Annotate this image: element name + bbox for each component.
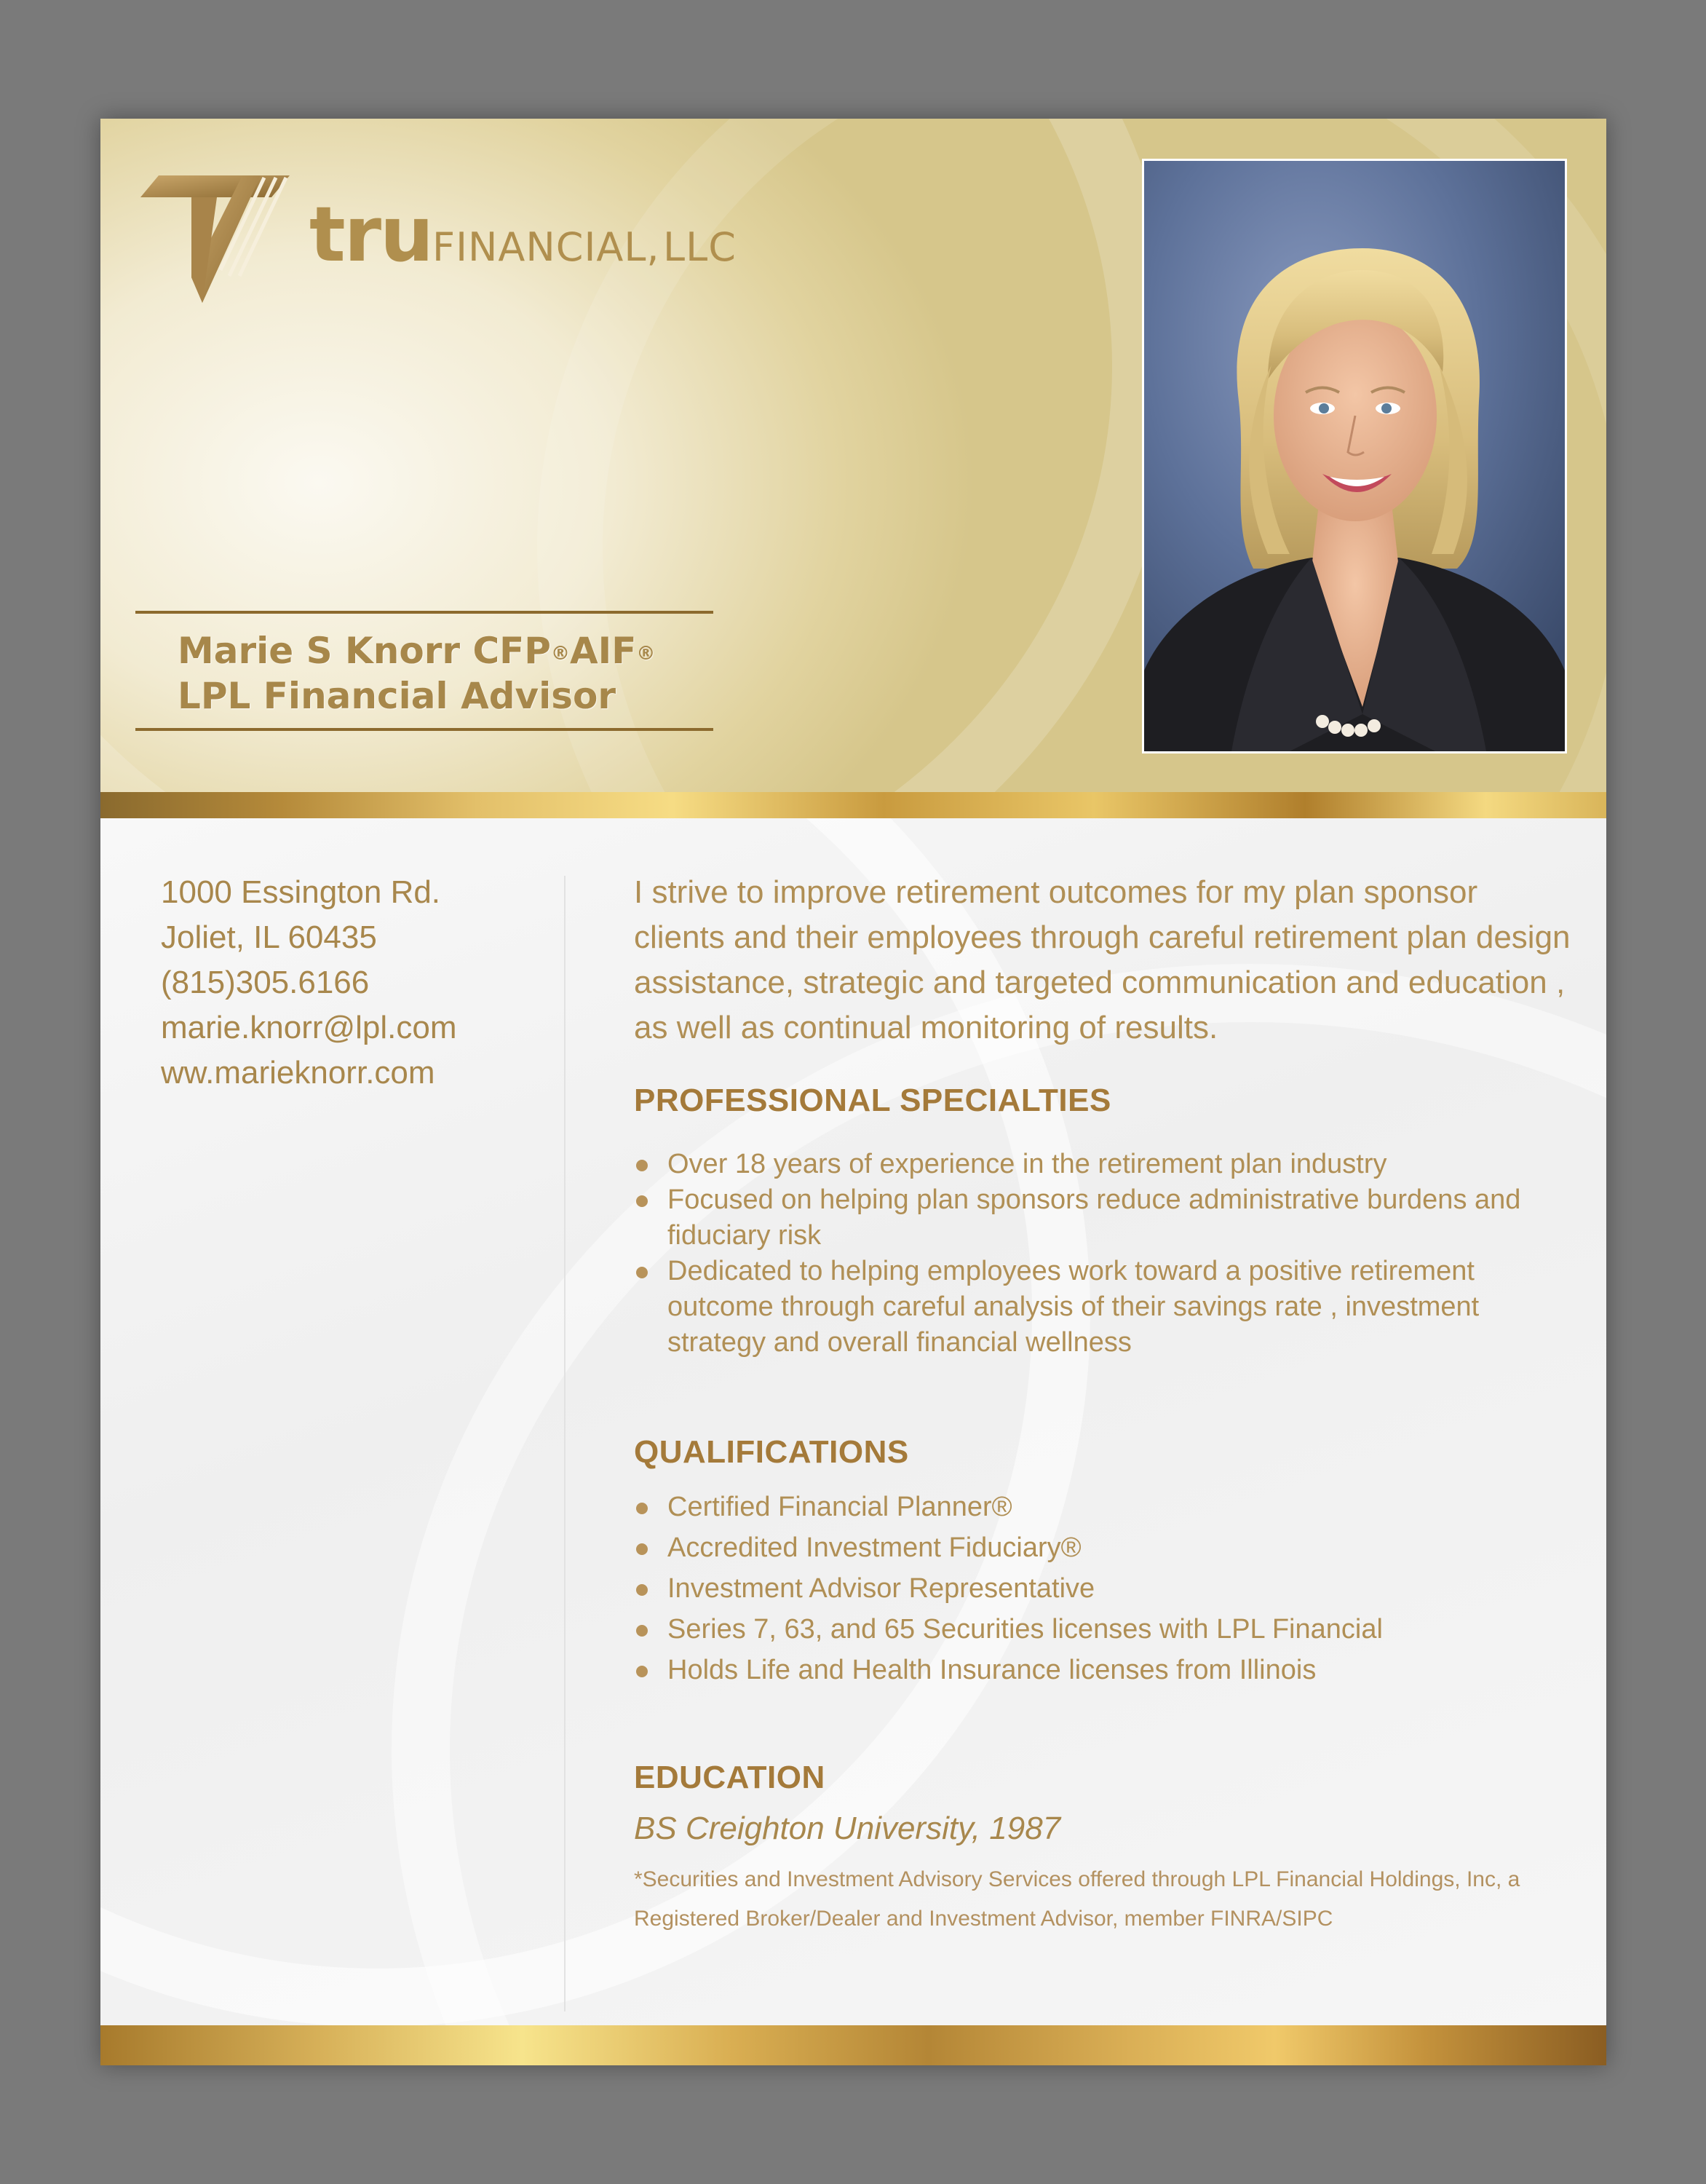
list-item: Holds Life and Health Insurance licenses from Illinois bbox=[634, 1650, 1573, 1690]
logo-mark-icon bbox=[140, 146, 301, 306]
top-gold-stripe bbox=[100, 792, 1606, 818]
company-logo bbox=[140, 146, 737, 306]
education-degree: BS Creighton University, 1987 bbox=[634, 1811, 1061, 1846]
name-bottom-rule bbox=[135, 728, 713, 731]
profile-sheet bbox=[100, 119, 1606, 2065]
logo-wordmark bbox=[309, 190, 737, 279]
phone-number[interactable]: (815)305.6166 bbox=[161, 965, 370, 1000]
name-top-rule bbox=[135, 611, 713, 614]
specialties-list bbox=[634, 1147, 1573, 1361]
list-item: Accredited Investment Fiduciary® bbox=[634, 1527, 1573, 1568]
advisor-photo bbox=[1142, 159, 1567, 753]
list-item: Certified Financial Planner® bbox=[634, 1487, 1573, 1527]
address-line-1: 1000 Essington Rd. bbox=[161, 874, 441, 910]
header-banner bbox=[100, 119, 1606, 792]
qualifications-heading: QUALIFICATIONS bbox=[634, 1434, 909, 1470]
disclaimer-text: *Securities and Investment Advisory Services offered through LPL Financial Holdings, Inc, a Registered Broker/Dealer and Investment Advisor, member FINRA/SIPC bbox=[634, 1867, 1520, 1931]
logo-llc: LLC bbox=[663, 224, 737, 270]
contact-info bbox=[161, 870, 457, 1096]
email-link[interactable]: marie.knorr@lpl.com bbox=[161, 1010, 457, 1045]
column-divider bbox=[564, 876, 566, 2011]
address-line-2: Joliet, IL 60435 bbox=[161, 919, 377, 955]
list-item: Dedicated to helping employees work toward a positive retirement outcome through careful analysis of their savings rate , investment strategy and overall financial wellness bbox=[634, 1254, 1573, 1361]
list-item: Series 7, 63, and 65 Securities licenses with LPL Financial bbox=[634, 1609, 1573, 1650]
logo-tru: tru bbox=[309, 190, 433, 279]
website-link[interactable]: ww.marieknorr.com bbox=[161, 1055, 435, 1091]
list-item: Focused on helping plan sponsors reduce administrative burdens and fiduciary risk bbox=[634, 1182, 1573, 1254]
logo-financial: FINANCIAL, bbox=[432, 224, 660, 270]
advisor-name-block bbox=[178, 628, 655, 719]
qualifications-list bbox=[634, 1487, 1573, 1690]
list-item: Over 18 years of experience in the retirement plan industry bbox=[634, 1147, 1573, 1182]
advisor-name: Marie S Knorr CFP®AIF® bbox=[178, 630, 656, 672]
bottom-gold-stripe bbox=[100, 2025, 1606, 2065]
specialties-heading: PROFESSIONAL SPECIALTIES bbox=[634, 1083, 1111, 1118]
main-column bbox=[634, 870, 1573, 1931]
advisor-title: LPL Financial Advisor bbox=[178, 675, 616, 717]
intro-statement: I strive to improve retirement outcomes for my plan sponsor clients and their employees through careful retirement plan design assistance, strategic and targeted communication and education , as well as continual monitoring of results. bbox=[634, 874, 1571, 1045]
education-heading: EDUCATION bbox=[634, 1760, 825, 1795]
list-item: Investment Advisor Representative bbox=[634, 1568, 1573, 1609]
